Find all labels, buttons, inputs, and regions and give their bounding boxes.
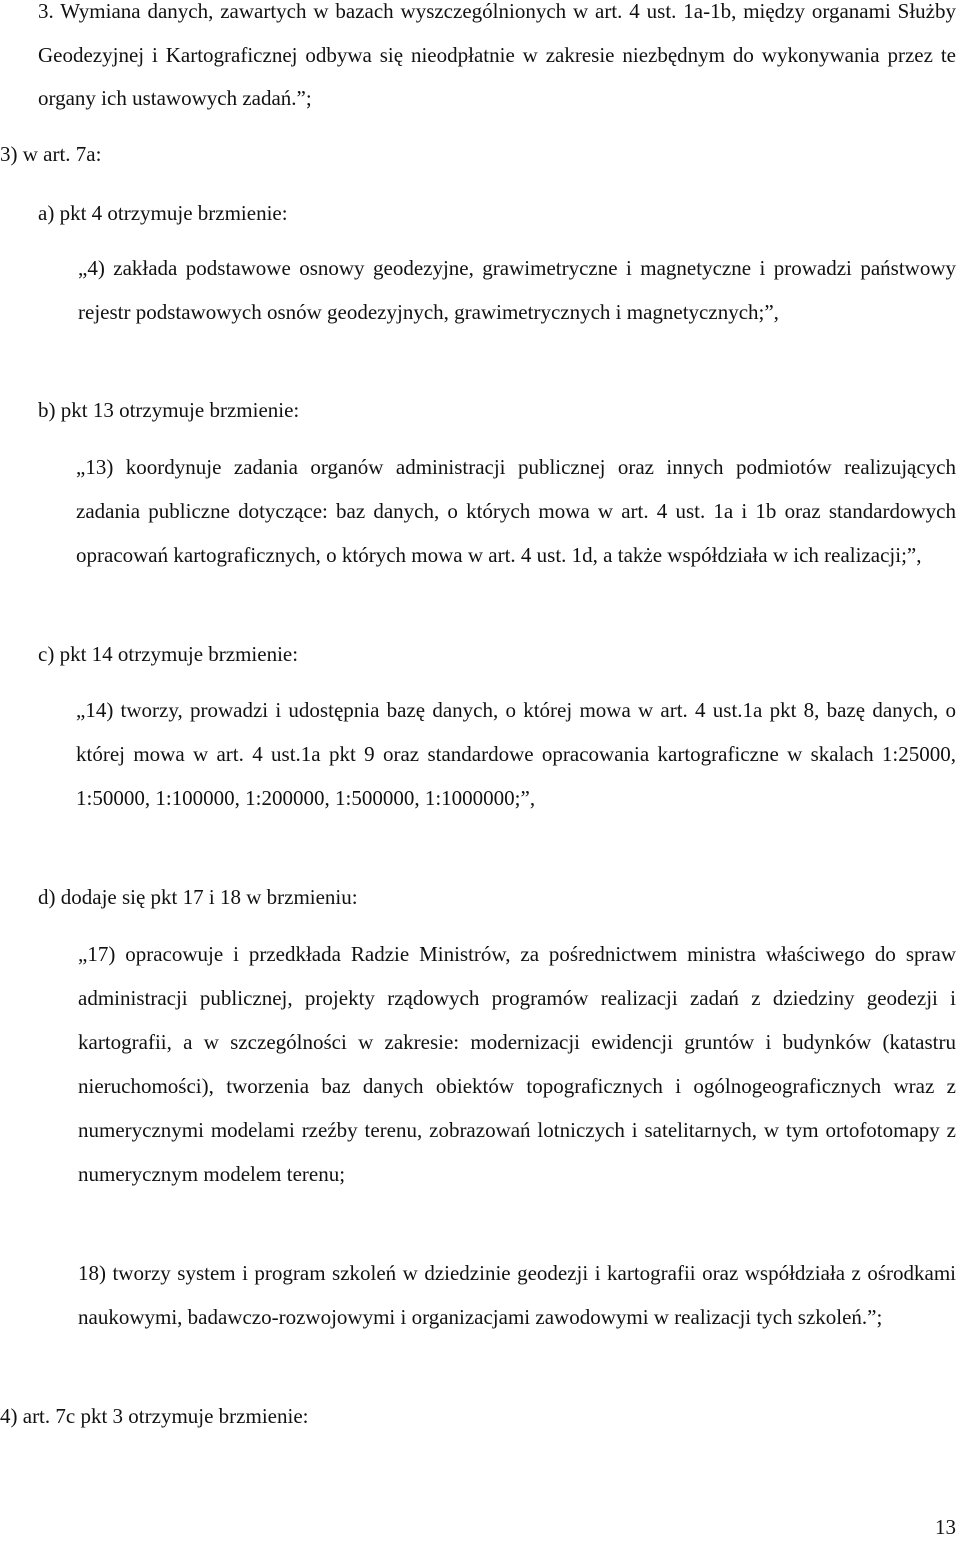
item3c-heading: c) pkt 14 otrzymuje brzmienie:: [38, 642, 299, 666]
item3d-heading: d) dodaje się pkt 17 i 18 w brzmieniu:: [38, 885, 358, 909]
item3c-quoted-text: „14) tworzy, prowadzi i udostępnia bazę danych, o której mowa w art. 4 ust.1a pkt 8, bazę danych, o której mowa w art. 4 ust.1a pkt 9 oraz standardowe opracowania kartograficzne w skalach 1:25000, 1:50000, 1:100000, 1:200000, 1:500000, 1:1000000;”,: [76, 698, 956, 810]
item3a-heading: a) pkt 4 otrzymuje brzmienie:: [38, 201, 288, 225]
page-number: 13: [935, 1515, 956, 1539]
item3-intro-paragraph: 3. Wymiana danych, zawartych w bazach wyszczególnionych w art. 4 ust. 1a-1b, między organami Służby Geodezyjnej i Kartograficznej odbywa się nieodpłatnie w zakresie niezbędnym do wykonywania przez te organy ich ustawowych zadań.”;: [38, 0, 956, 110]
item3b-heading: b) pkt 13 otrzymuje brzmienie:: [38, 398, 300, 422]
item3a-quoted-text: „4) zakłada podstawowe osnowy geodezyjne, grawimetryczne i magnetyczne i prowadzi państwowy rejestr podstawowych osnów geodezyjnych, grawimetrycznych i magnetycznych;”,: [78, 256, 956, 324]
item3b-quoted-text: „13) koordynuje zadania organów administracji publicznej oraz innych podmiotów realizujących zadania publiczne dotyczące: baz danych, o których mowa w art. 4 ust. 1a i 1b oraz standardowych opracowań kartograficznych, o których mowa w art. 4 ust. 1d, a także współdziała w ich realizacji;”,: [76, 455, 956, 567]
item3d-point18-text: 18) tworzy system i program szkoleń w dziedzinie geodezji i kartografii oraz współdziała z ośrodkami naukowymi, badawczo-rozwojowymi i organizacjami zawodowymi w realizacji tych szkoleń.”;: [78, 1261, 956, 1329]
item4-heading: 4) art. 7c pkt 3 otrzymuje brzmienie:: [0, 1404, 309, 1428]
item3d-point17-text: „17) opracowuje i przedkłada Radzie Ministrów, za pośrednictwem ministra właściwego do spraw administracji publicznej, projekty rządowych programów realizacji zadań z dziedziny geodezji i kartografii, a w szczególności w zakresie: modernizacji ewidencji gruntów i budynków (katastru nieruchomości), tworzenia baz danych obiektów topograficznych i ogólnogeograficznych wraz z numerycznymi modelami rzeźby terenu, zobrazowań lotniczych i satelitarnych, w tym ortofotomapy z numerycznym modelem terenu;: [78, 942, 956, 1186]
item3-heading: 3) w art. 7a:: [0, 142, 102, 166]
